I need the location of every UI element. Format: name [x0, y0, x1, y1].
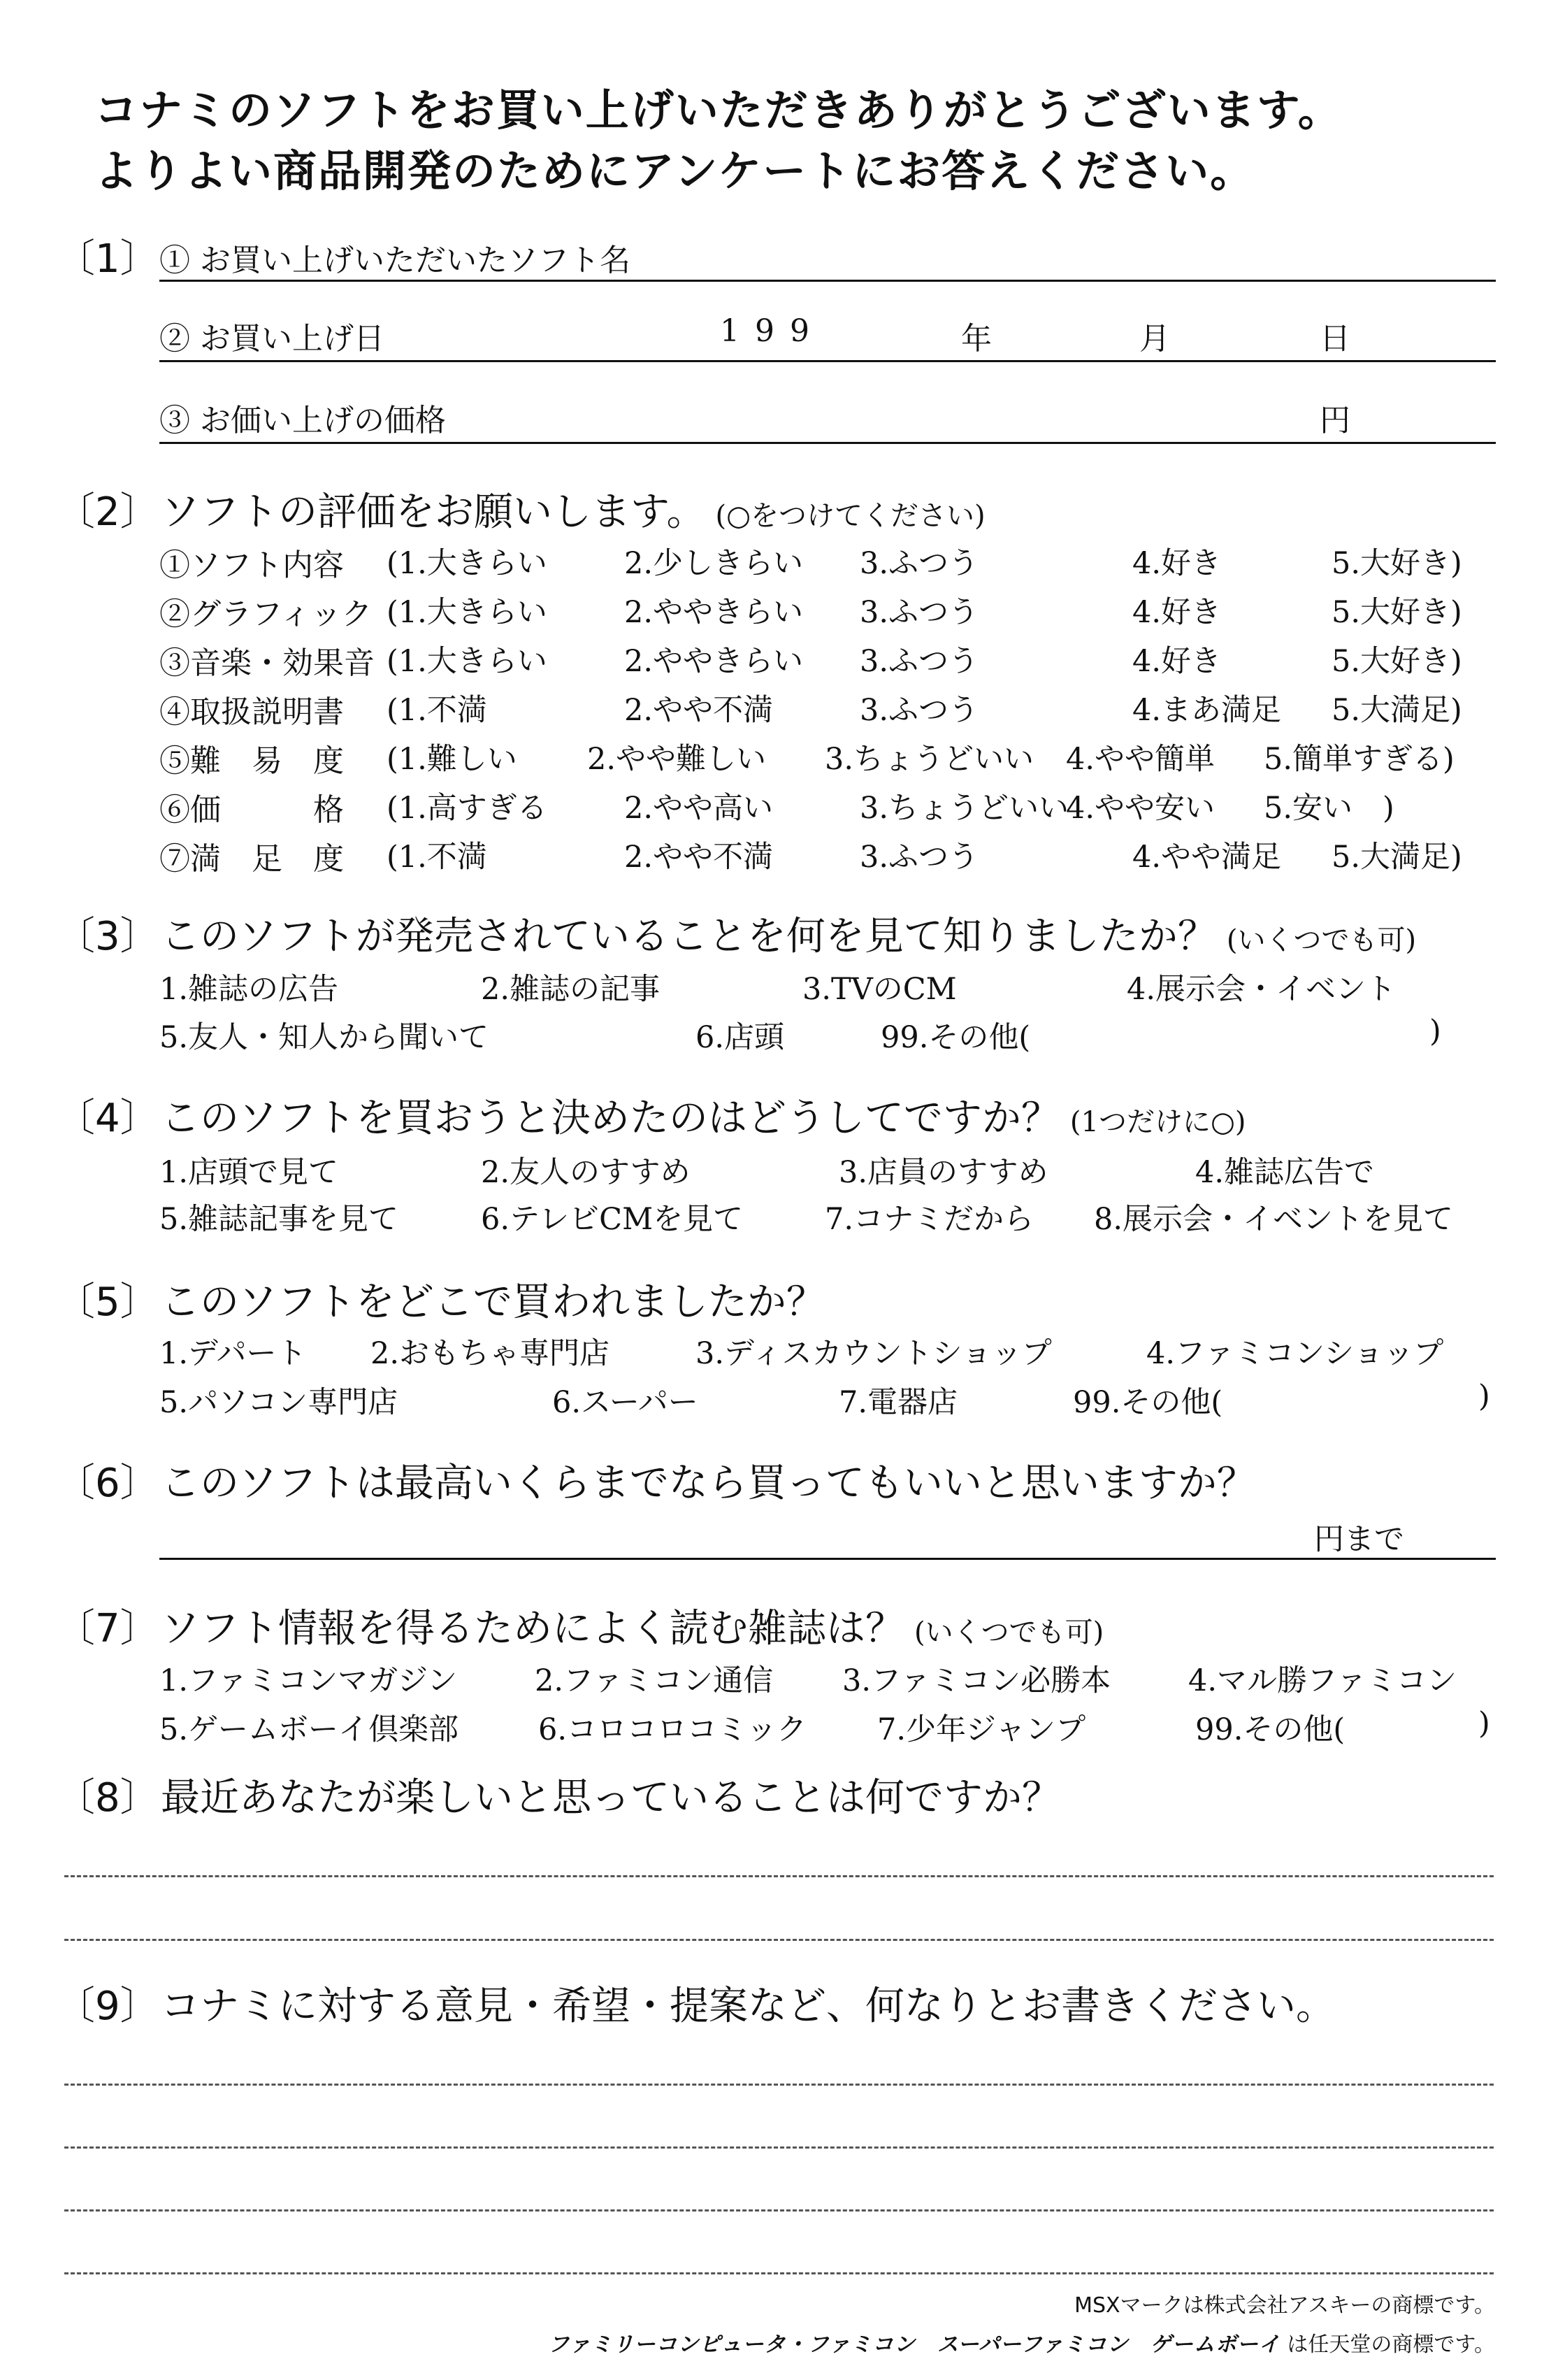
q2-row-label: ⑦満 足 度: [159, 841, 344, 877]
q4-heading: [56, 1087, 1246, 1143]
q5-option[interactable]: 3.ディスカウントショップ: [695, 1336, 1052, 1371]
q1-purchase-date-label: ② お買い上げ日: [159, 321, 384, 357]
q2-option[interactable]: (1.不満: [387, 693, 487, 728]
q3-number: 〔3〕: [56, 914, 159, 959]
q1-year-unit: 年: [961, 321, 992, 357]
q7-option[interactable]: 3.ファミコン必勝本: [842, 1663, 1111, 1698]
q1-day-unit: 日: [1320, 321, 1350, 357]
q1-purchase-date-field[interactable]: [159, 360, 1496, 362]
q4-note: (1つだけに○): [1069, 1106, 1246, 1138]
q6-heading: [56, 1452, 1256, 1508]
q9-answer-line-2[interactable]: [64, 2146, 1494, 2149]
q2-option[interactable]: (1.大きらい: [387, 644, 547, 679]
q7-option-other[interactable]: 99.その他(: [1195, 1712, 1346, 1747]
q2-option[interactable]: 5.大好き): [1332, 595, 1462, 630]
q4-option[interactable]: 6.テレビCMを見て: [481, 1202, 744, 1237]
q2-option[interactable]: 4.やや満足: [1132, 840, 1282, 875]
q2-option[interactable]: 3.ふつう: [860, 595, 979, 630]
q1-month-unit: 月: [1139, 321, 1170, 357]
q2-row-label: ③音楽・効果音: [159, 645, 375, 681]
q2-option[interactable]: 4.やや簡単: [1066, 742, 1215, 777]
q7-option[interactable]: 6.コロコロコミック: [538, 1712, 807, 1747]
q2-option[interactable]: 3.ふつう: [860, 693, 979, 728]
q9-answer-line-1[interactable]: [64, 2084, 1494, 2086]
q2-option[interactable]: 5.簡単すぎる): [1264, 742, 1455, 777]
q2-option[interactable]: 2.少しきらい: [624, 546, 804, 581]
q5-number: 〔5〕: [56, 1279, 159, 1325]
q2-option[interactable]: 3.ふつう: [860, 644, 979, 679]
footer-nintendo-text: は任天堂の商標です。: [1287, 2332, 1495, 2357]
q7-title: ソフト情報を得るためによく読む雑誌は？: [161, 1606, 904, 1651]
q6-title: このソフトは最高いくらまでなら買ってもいいと思いますか？: [161, 1461, 1256, 1506]
q2-option[interactable]: 4.やや安い: [1066, 791, 1215, 826]
q4-option[interactable]: 5.雑誌記事を見て: [159, 1202, 399, 1237]
intro-line-2: よりよい商品開発のためにアンケートにお答えください。: [94, 145, 1255, 196]
q5-option[interactable]: 4.ファミコンショップ: [1146, 1336, 1444, 1371]
q2-option[interactable]: (1.高すぎる: [387, 791, 547, 826]
q1-year-prefix: 199: [720, 313, 825, 349]
q1-price-label: ③ お価い上げの価格: [159, 403, 446, 438]
q4-option[interactable]: 8.展示会・イベントを見て: [1094, 1202, 1454, 1237]
q2-title: ソフトの評価をお願いします。: [161, 489, 706, 535]
q4-number: 〔4〕: [56, 1096, 159, 1141]
q7-option[interactable]: 7.少年ジャンプ: [877, 1712, 1086, 1747]
q3-option[interactable]: 4.展示会・イベント: [1127, 972, 1397, 1007]
q9-answer-line-4[interactable]: [64, 2272, 1494, 2274]
q2-option[interactable]: 4.まあ満足: [1132, 693, 1282, 728]
q5-option[interactable]: 7.電器店: [839, 1385, 958, 1420]
q5-option-other[interactable]: 99.その他(: [1073, 1385, 1223, 1420]
q5-option[interactable]: 2.おもちゃ専門店: [370, 1336, 610, 1371]
q3-other-close-paren: ): [1429, 1014, 1441, 1049]
q2-option[interactable]: 2.やや不満: [624, 840, 774, 875]
q3-note: (いくつでも可): [1226, 924, 1417, 956]
q3-title: このソフトが発売されていることを何を見て知りましたか？: [161, 914, 1217, 959]
q7-option[interactable]: 5.ゲームボーイ倶楽部: [159, 1712, 459, 1747]
q9-answer-line-3[interactable]: [64, 2209, 1494, 2211]
q3-option[interactable]: 1.雑誌の広告: [159, 972, 339, 1007]
q5-other-close-paren: ): [1478, 1379, 1490, 1414]
q2-number: 〔2〕: [56, 489, 159, 535]
q2-option[interactable]: 3.ふつう: [860, 840, 979, 875]
q8-answer-line-1[interactable]: [64, 1875, 1494, 1877]
q2-row-label: ⑥価 格: [159, 792, 344, 828]
q2-row-label: ①ソフト内容: [159, 547, 344, 583]
q2-option[interactable]: (1.大きらい: [387, 546, 547, 581]
q2-option[interactable]: 2.やや不満: [624, 693, 774, 728]
q7-option[interactable]: 4.マル勝ファミコン: [1188, 1663, 1457, 1698]
q3-option[interactable]: 2.雑誌の記事: [481, 972, 661, 1007]
q2-option[interactable]: 2.ややきらい: [624, 644, 804, 679]
q5-option[interactable]: 5.パソコン専門店: [159, 1385, 398, 1420]
q2-option[interactable]: 4.好き: [1132, 644, 1222, 679]
q2-heading: [56, 481, 986, 537]
q2-option[interactable]: 3.ふつう: [860, 546, 979, 581]
q2-option[interactable]: 3.ちょうどいい: [860, 791, 1069, 826]
q7-option[interactable]: 2.ファミコン通信: [535, 1663, 774, 1698]
q8-heading: [56, 1767, 1061, 1823]
q2-row-label: ②グラフィック: [159, 596, 373, 632]
q2-option[interactable]: (1.難しい: [387, 742, 517, 777]
q4-option[interactable]: 1.店頭で見て: [159, 1155, 339, 1190]
q1-software-name-label: ① お買い上げいただいたソフト名: [159, 243, 630, 278]
q9-number: 〔9〕: [56, 1984, 159, 2029]
q9-heading: [56, 1975, 1335, 2031]
intro-line-1: コナミのソフトをお買い上げいただきありがとうございます。: [94, 85, 1343, 136]
footer-logos: ファミリーコンピュータ・ファミコン スーパーファミコン ゲームボーイ: [548, 2332, 1281, 2357]
q2-option[interactable]: 2.やや難しい: [587, 742, 767, 777]
q1-heading: [56, 228, 161, 284]
q7-option[interactable]: 1.ファミコンマガジン: [159, 1663, 458, 1698]
q7-note: (いくつでも可): [914, 1616, 1104, 1649]
q2-option[interactable]: 5.安い ): [1264, 791, 1394, 826]
q4-option[interactable]: 3.店員のすすめ: [839, 1155, 1048, 1190]
q2-option[interactable]: 2.ややきらい: [624, 595, 804, 630]
q2-option[interactable]: 5.大満足): [1332, 693, 1462, 728]
q2-option[interactable]: 4.好き: [1132, 595, 1222, 630]
q8-title: 最近あなたが楽しいと思っていることは何ですか？: [161, 1775, 1061, 1821]
q2-option[interactable]: 3.ちょうどいい: [825, 742, 1034, 777]
q7-other-close-paren: ): [1478, 1706, 1490, 1741]
q2-option[interactable]: 5.大満足): [1332, 840, 1462, 875]
q9-title: コナミに対する意見・希望・提案など、何なりとお書きください。: [161, 1984, 1335, 2029]
q8-number: 〔8〕: [56, 1775, 159, 1821]
q4-option[interactable]: 4.雑誌広告で: [1195, 1155, 1375, 1190]
q2-row-label: ④取扱説明書: [159, 694, 344, 730]
q3-heading: [56, 905, 1416, 961]
q6-unit: 円まで: [1314, 1522, 1404, 1557]
q2-option[interactable]: (1.不満: [387, 840, 487, 875]
q3-option[interactable]: 5.友人・知人から聞いて: [159, 1020, 489, 1055]
q2-option[interactable]: 2.やや高い: [624, 791, 774, 826]
q5-heading: [56, 1271, 825, 1327]
q4-option[interactable]: 2.友人のすすめ: [481, 1155, 691, 1190]
q8-answer-line-2[interactable]: [64, 1939, 1494, 1941]
q1-number: 〔1〕: [56, 236, 159, 282]
q3-option[interactable]: 6.店頭: [695, 1020, 785, 1055]
q2-note: (○をつけてください): [715, 500, 986, 532]
q4-title: このソフトを買おうと決めたのはどうしてですか？: [161, 1096, 1060, 1141]
footer-msx-trademark: MSXマークは株式会社アスキーの商標です。: [1074, 2293, 1495, 2318]
q6-number: 〔6〕: [56, 1461, 159, 1506]
q5-title: このソフトをどこで買われましたか？: [161, 1279, 825, 1325]
q5-option[interactable]: 6.スーパー: [552, 1385, 698, 1420]
q5-option[interactable]: 1.デパート: [159, 1336, 307, 1371]
q2-option[interactable]: 4.好き: [1132, 546, 1222, 581]
q2-option[interactable]: (1.大きらい: [387, 595, 547, 630]
q6-answer-field[interactable]: [159, 1558, 1496, 1560]
q2-option[interactable]: 5.大好き): [1332, 644, 1462, 679]
q4-option[interactable]: 7.コナミだから: [825, 1202, 1034, 1237]
q3-option[interactable]: 3.TVのCM: [802, 972, 957, 1007]
footer-nintendo-trademark: [548, 2327, 1495, 2358]
q3-option-other[interactable]: 99.その他(: [881, 1020, 1031, 1055]
q1-price-unit: 円: [1320, 403, 1350, 438]
q1-software-name-field[interactable]: [159, 280, 1496, 282]
q2-option[interactable]: 5.大好き): [1332, 546, 1462, 581]
q7-heading: [56, 1598, 1104, 1654]
q1-price-field[interactable]: [159, 442, 1496, 444]
q2-row-label: ⑤難 易 度: [159, 743, 344, 779]
q7-number: 〔7〕: [56, 1606, 159, 1651]
